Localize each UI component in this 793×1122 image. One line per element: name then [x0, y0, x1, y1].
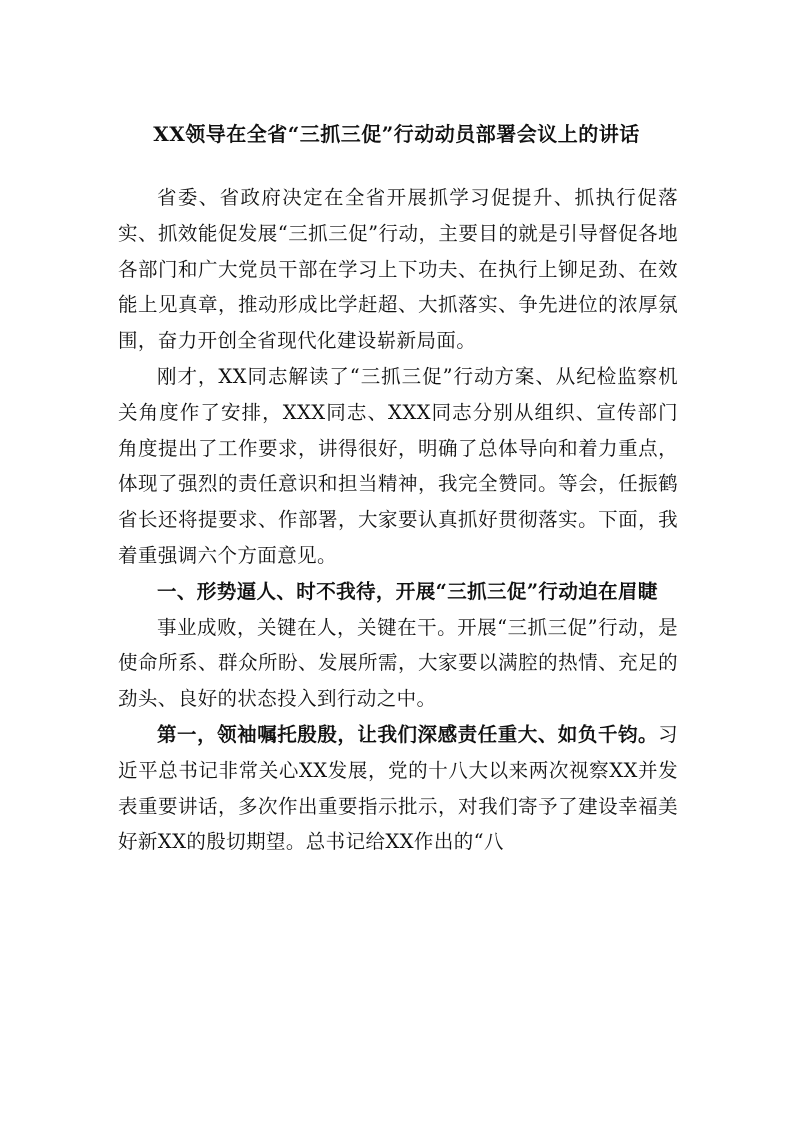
paragraph-remarks: 刚才，XX同志解读了“三抓三促”行动方案、从纪检监察机关角度作了安排，XXX同志、XXX同志分别从组织、宣传部门角度提出了工作要求，讲得很好，明确了总体导向和着力重点，体现了强烈的责任意识和担当精神，我完全赞同。等会，任振鹤省长还将提要求、作部署，大家要认真抓好贯彻落实。下面，我着重强调六个方面意见。	[118, 364, 678, 567]
point-one-lead: 第一，领袖嘱托殷殷，让我们深感责任重大、如负千钧。	[157, 722, 659, 746]
document-body	[118, 180, 678, 860]
point-one-paragraph	[118, 717, 678, 860]
point-one-text: 习近平总书记非常关心XX发展，党的十八大以来两次视察XX并发表重要讲话，多次作出重要指示批示，对我们寄予了建设幸福美好新XX的殷切期望。总书记给XX作出的“八	[118, 722, 678, 854]
paragraph-intro: 省委、省政府决定在全省开展抓学习促提升、抓执行促落实、抓效能促发展“三抓三促”行动，主要目的就是引导督促各地各部门和广大党员干部在学习上下功夫、在执行上铆足劲、在效能上见真章，推动形成比学赶超、大抓落实、争先进位的浓厚氛围，奋力开创全省现代化建设崭新局面。	[118, 186, 678, 353]
section-heading: 一、形势逼人、时不我待，开展“三抓三促”行动迫在眉睫	[157, 579, 658, 603]
section-intro: 事业成败，关键在人，关键在干。开展“三抓三促”行动，是使命所系、群众所盼、发展所需，大家要以满腔的热情、充足的劲头、良好的状态投入到行动之中。	[118, 615, 678, 711]
document-title: XX领导在全省“三抓三促”行动动员部署会议上的讲话	[153, 122, 640, 146]
